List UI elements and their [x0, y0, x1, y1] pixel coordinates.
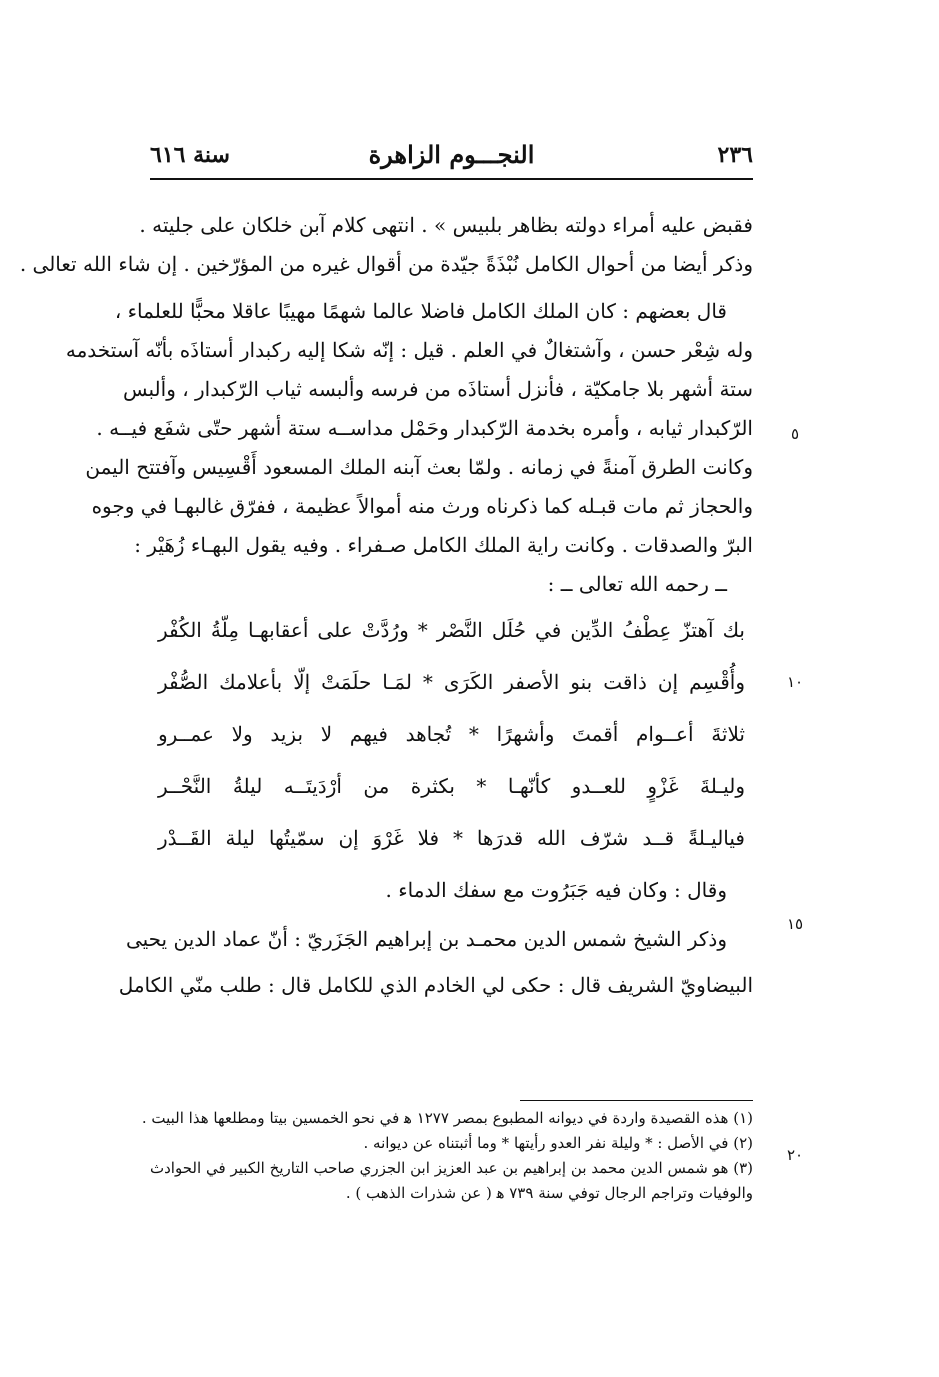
line-number: ١٠ — [786, 673, 804, 691]
text-line: الرّكبدار ثيابه ، وأمره بخدمة الرّكبدار وحَمْل مداســه ستة أشهر حتّى شفَع فيــه . — [96, 416, 753, 440]
verse-line: ثلاثةَ أعــوام أقمتَ وأشهرًا * تُجاهد فيهم لا بزيد ولا عمــرو — [158, 722, 745, 746]
text-line: البيضاويّ الشريف قال : حكى لي الخادم الذي للكامل قال : طلب منّي الكامل — [118, 973, 753, 997]
main-text — [19, 206, 753, 1008]
line-number: ١٥ — [786, 915, 804, 933]
footnotes — [141, 1106, 753, 1206]
text-line: والحجاز ثم مات قبـله كما ذكرناه ورث منه أموالاً عظيمة ، ففرّق غالبهـا في وجوه — [91, 494, 753, 518]
page-number: ٢٣٦ — [717, 142, 753, 168]
text-line: وذكر الشيخ شمس الدين محمـد بن إبراهيم الجَزَريّ : أنّ عماد الدين يحيى — [125, 927, 727, 951]
text-line: وكانت الطرق آمنةً في زمانه . ولمّا بعث آبنه الملك المسعود أَقْسِيس وآفتتح اليمن — [85, 455, 753, 479]
text-line: وله شِعْر حسن ، وآشتغالٌ في العلم . قيل : إنّه شكا إليه ركبدار أستاذَه بأنّه آستخدمه — [65, 338, 753, 362]
year-label: سنة ٦١٦ — [150, 142, 230, 168]
verse-line: وليـلةَ غَزْوٍ للعــدو كأنّهـا * بكثرة من أرْدَيتَــه ليلةُ النَّحْــر — [158, 774, 745, 798]
line-number: ٢٠ — [786, 1146, 804, 1164]
text-line: ستة أشهر بلا جامكيّة ، فأنزل أستاذَه من فرسه وألبسه ثياب الرّكبدار ، وألبس — [123, 377, 753, 401]
footnote: (٢) في الأصل : * وليلة نفر العدو رأيتها * وما أثبتناه عن ديوانه . — [363, 1134, 753, 1152]
text-line: وذكر أيضا من أحوال الكامل نُبْذَةً جيّدة من أقوال غيره من المؤرّخين . إن شاء الله تعالى . — [19, 252, 753, 276]
text-line: فقبض عليه أمراء دولته بظاهر بلبيس » . انتهى كلام آبن خلكان على جليته . — [139, 213, 753, 237]
text-line: وقال : وكان فيه جَبَرُوت مع سفك الدماء . — [385, 878, 727, 902]
footnote-rule — [520, 1100, 753, 1101]
text-line: ــ رحمه الله تعالى ــ : — [547, 572, 727, 596]
footnote: (١) هذه القصيدة واردة في ديوانه المطبوع بمصر ١٢٧٧ ﻫ في نحو الخمسين بيتا ومطلعها هذا البيت . — [141, 1109, 753, 1127]
text-line: قال بعضهم : كان الملك الكامل فاضلا عالما شهمًا مهيبًا عاقلا محبًّا للعلماء ، — [114, 299, 727, 323]
book-title: النجـــوم الزاهرة — [368, 140, 535, 169]
verse-line: بك آهتزّ عِطْفُ الدِّين في حُلَل النَّصْر * ورُدَّتْ على أعقابهـا مِلّةُ الكُفْر — [158, 618, 745, 642]
running-header — [150, 138, 753, 178]
verse-line: وأُقْسِم إن ذاقت بنو الأصفر الكَرَى * لمَـا حلَمَتْ إلّا بأعلامك الصُّفْر — [158, 670, 745, 694]
verse-line: فياليـلةً قــد شرّف الله قدرَها * فلا غَرْوَ إن سمّيتُها ليلة القَــدْر — [158, 826, 745, 850]
header-rule — [150, 178, 753, 180]
footnote: والوفيات وتراجم الرجال توفي سنة ٧٣٩ ﻫ ( عن شذرات الذهب ) . — [345, 1184, 753, 1202]
footnote: (٣) هو شمس الدين محمد بن إبراهيم بن عبد العزيز ابن الجزري صاحب التاريخ الكبير في الحوادث — [150, 1159, 753, 1177]
line-number: ٥ — [790, 425, 800, 443]
text-line: البرّ والصدقات . وكانت راية الملك الكامل صـفراء . وفيه يقول البهـاء زُهَيْر : — [134, 533, 753, 557]
